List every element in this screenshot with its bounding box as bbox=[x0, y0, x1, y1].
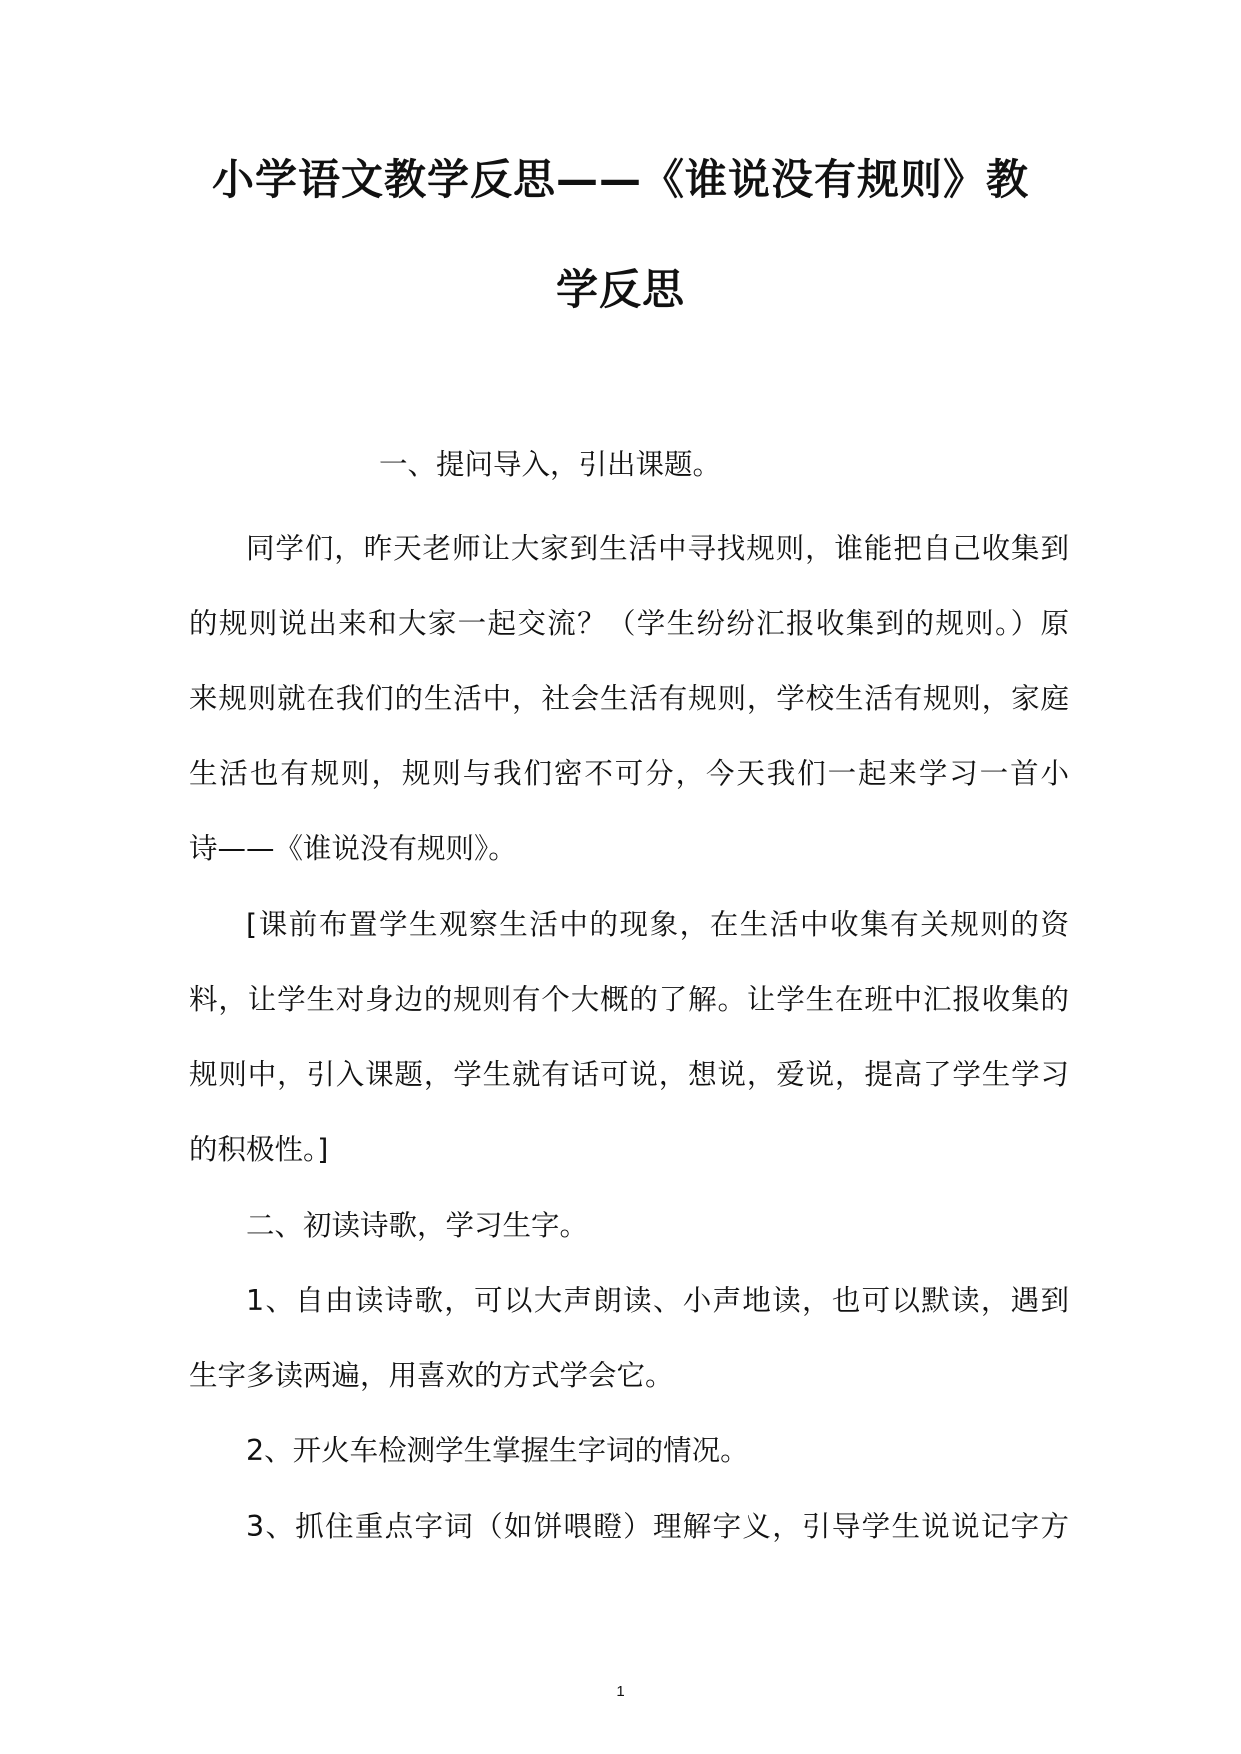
paragraph-line: 规则中，引入课题，学生就有话可说，想说，爱说，提高了学生学习 bbox=[189, 1058, 1069, 1091]
page-number: 1 bbox=[616, 1683, 625, 1700]
list-item-line: 3、抓住重点字词（如饼喂瞪）理解字义，引导学生说说记字方 bbox=[246, 1510, 1069, 1543]
list-item-line: 生字多读两遍，用喜欢的方式学会它。 bbox=[189, 1359, 674, 1392]
paragraph-line: 诗——《谁说没有规则》。 bbox=[189, 832, 517, 865]
paragraph-line: 同学们，昨天老师让大家到生活中寻找规则，谁能把自己收集到 bbox=[246, 532, 1069, 565]
paragraph-line: 来规则就在我们的生活中，社会生活有规则，学校生活有规则，家庭 bbox=[189, 682, 1069, 715]
list-item-line: 1、自由读诗歌，可以大声朗读、小声地读，也可以默读，遇到 bbox=[246, 1284, 1069, 1317]
document-title-line-2: 学反思 bbox=[555, 265, 685, 314]
section-heading-1: 一、提问导入，引出课题。 bbox=[379, 448, 722, 481]
paragraph-line: 料，让学生对身边的规则有个大概的了解。让学生在班中汇报收集的 bbox=[189, 983, 1069, 1016]
list-item-line: 2、开火车检测学生掌握生字词的情况。 bbox=[246, 1434, 749, 1467]
paragraph-line: 的积极性。] bbox=[189, 1133, 329, 1166]
paragraph-line: [课前布置学生观察生活中的现象，在生活中收集有关规则的资 bbox=[246, 908, 1069, 941]
document-title-line-1: 小学语文教学反思——《谁说没有规则》教 bbox=[211, 155, 1029, 204]
paragraph-line: 生活也有规则，规则与我们密不可分，今天我们一起来学习一首小 bbox=[189, 757, 1069, 790]
section-heading-2: 二、初读诗歌，学习生字。 bbox=[246, 1209, 589, 1242]
paragraph-line: 的规则说出来和大家一起交流？（学生纷纷汇报收集到的规则。）原 bbox=[189, 607, 1069, 640]
